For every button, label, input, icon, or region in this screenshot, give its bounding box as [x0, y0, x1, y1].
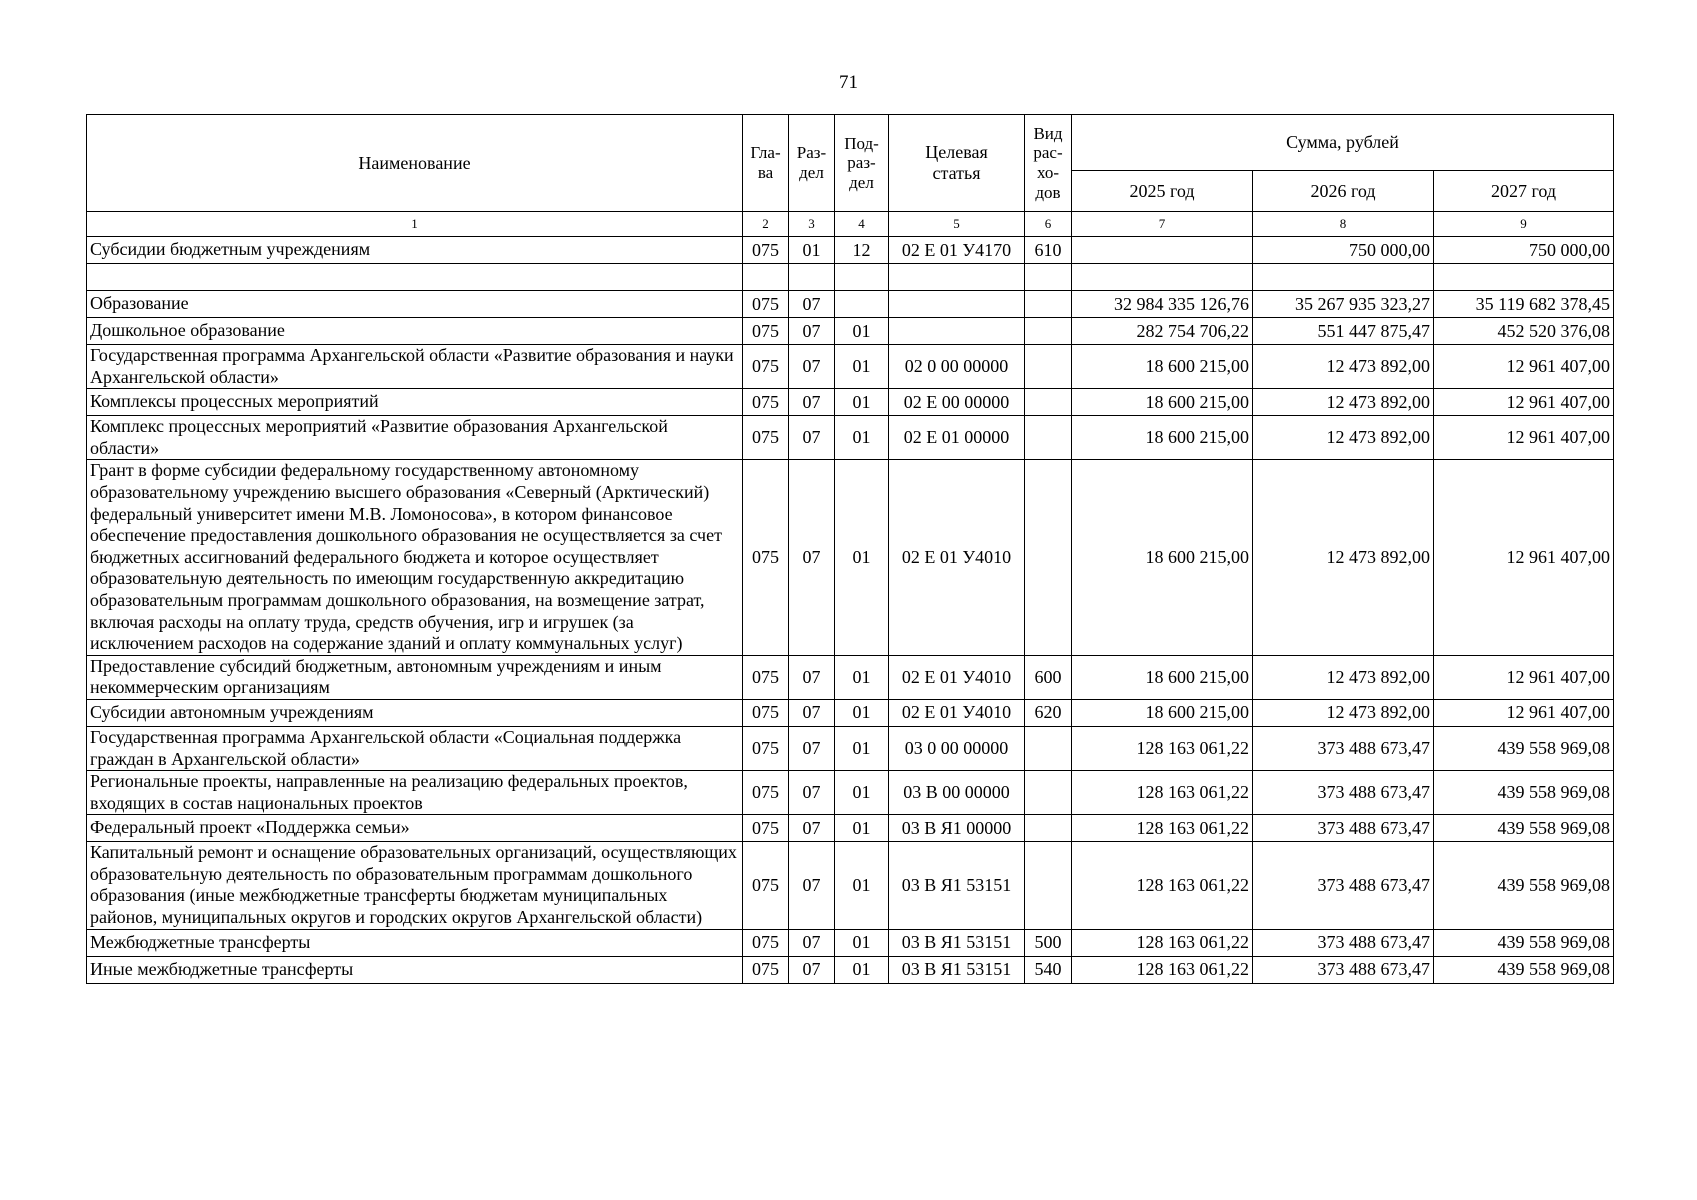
table-row	[87, 460, 1614, 655]
row-sum-2026: 12 473 892,00	[1253, 345, 1434, 389]
row-name: Дошкольное образование	[87, 318, 743, 345]
row-sum-2026: 12 473 892,00	[1253, 699, 1434, 726]
row-section: 07	[789, 842, 835, 929]
row-section: 07	[789, 956, 835, 983]
row-chapter: 075	[743, 655, 789, 699]
row-subsection: 01	[835, 389, 889, 416]
row-section: 07	[789, 726, 835, 770]
row-name: Государственная программа Архангельской области «Развитие образования и науки Архангельской области»	[87, 345, 743, 389]
row-sum-2025: 128 163 061,22	[1072, 726, 1253, 770]
row-sum-2026: 35 267 935 323,27	[1253, 291, 1434, 318]
row-chapter: 075	[743, 345, 789, 389]
table-row	[87, 389, 1614, 416]
row-subsection: 01	[835, 956, 889, 983]
row-chapter	[743, 264, 789, 291]
column-index: 3	[789, 212, 835, 237]
table-row	[87, 815, 1614, 842]
table-row	[87, 291, 1614, 318]
row-sum-2026: 12 473 892,00	[1253, 389, 1434, 416]
table-row	[87, 929, 1614, 956]
row-target: 03 В Я1 53151	[889, 929, 1025, 956]
column-index: 5	[889, 212, 1025, 237]
row-sum-2025	[1072, 237, 1253, 264]
row-section: 07	[789, 460, 835, 655]
row-chapter: 075	[743, 929, 789, 956]
row-chapter: 075	[743, 318, 789, 345]
row-target: 02 Е 01 У4170	[889, 237, 1025, 264]
row-sum-2026: 12 473 892,00	[1253, 416, 1434, 460]
page-number: 71	[839, 72, 858, 93]
table-row	[87, 318, 1614, 345]
row-subsection: 01	[835, 318, 889, 345]
row-subsection	[835, 264, 889, 291]
column-index: 1	[87, 212, 743, 237]
row-chapter: 075	[743, 237, 789, 264]
row-section: 07	[789, 771, 835, 815]
row-target: 02 0 00 00000	[889, 345, 1025, 389]
row-name: Федеральный проект «Поддержка семьи»	[87, 815, 743, 842]
row-name	[87, 264, 743, 291]
row-subsection: 01	[835, 345, 889, 389]
row-name: Иные межбюджетные трансферты	[87, 956, 743, 983]
row-sum-2026: 373 488 673,47	[1253, 726, 1434, 770]
row-section: 07	[789, 416, 835, 460]
row-expense-type	[1025, 264, 1072, 291]
row-section: 07	[789, 318, 835, 345]
row-target: 03 0 00 00000	[889, 726, 1025, 770]
table-row	[87, 771, 1614, 815]
row-section: 07	[789, 291, 835, 318]
row-subsection	[835, 291, 889, 318]
budget-table	[86, 114, 1614, 984]
row-sum-2026: 373 488 673,47	[1253, 956, 1434, 983]
row-sum-2026: 373 488 673,47	[1253, 929, 1434, 956]
header-name: Наименование	[87, 115, 743, 212]
row-target: 02 Е 01 00000	[889, 416, 1025, 460]
column-index: 6	[1025, 212, 1072, 237]
row-sum-2025: 128 163 061,22	[1072, 929, 1253, 956]
row-chapter: 075	[743, 389, 789, 416]
row-expense-type: 610	[1025, 237, 1072, 264]
row-sum-2027: 439 558 969,08	[1434, 929, 1614, 956]
row-sum-2027	[1434, 264, 1614, 291]
row-sum-2027: 439 558 969,08	[1434, 726, 1614, 770]
row-name: Грант в форме субсидии федеральному государственному автономному образовательному учреждению высшего образования «Северный (Арктический) федеральный университет имени М.В. Ломоносова», в котором финансовое обеспечение предоставления дошкольного образования не осуществляется за счет бюджетных ассигнований федерального бюджета и которое осуществляет образовательную деятельность по имеющим государственную аккредитацию образовательным программам дошкольного образования, на возмещение затрат, включая расходы на оплату труда, средств обучения, игр и игрушек (за исключением расходов на содержание зданий и оплату коммунальных услуг)	[87, 460, 743, 655]
row-name: Субсидии бюджетным учреждениям	[87, 237, 743, 264]
header-chapter: Гла- ва	[743, 115, 789, 212]
row-sum-2025: 18 600 215,00	[1072, 389, 1253, 416]
row-target	[889, 264, 1025, 291]
row-target: 02 Е 01 У4010	[889, 460, 1025, 655]
row-sum-2027: 12 961 407,00	[1434, 416, 1614, 460]
row-chapter: 075	[743, 726, 789, 770]
row-chapter: 075	[743, 771, 789, 815]
row-sum-2027: 35 119 682 378,45	[1434, 291, 1614, 318]
header-year-2025: 2025 год	[1072, 171, 1253, 212]
row-subsection: 01	[835, 771, 889, 815]
row-sum-2025: 32 984 335 126,76	[1072, 291, 1253, 318]
row-section: 07	[789, 929, 835, 956]
row-chapter: 075	[743, 956, 789, 983]
row-sum-2025: 18 600 215,00	[1072, 655, 1253, 699]
row-chapter: 075	[743, 416, 789, 460]
table-row-empty	[87, 264, 1614, 291]
row-subsection: 01	[835, 842, 889, 929]
row-sum-2025: 128 163 061,22	[1072, 815, 1253, 842]
row-chapter: 075	[743, 291, 789, 318]
row-name: Образование	[87, 291, 743, 318]
row-expense-type	[1025, 345, 1072, 389]
row-expense-type	[1025, 842, 1072, 929]
row-sum-2027: 439 558 969,08	[1434, 815, 1614, 842]
row-name: Предоставление субсидий бюджетным, автономным учреждениям и иным некоммерческим организациям	[87, 655, 743, 699]
row-expense-type	[1025, 726, 1072, 770]
row-section: 07	[789, 655, 835, 699]
row-name: Региональные проекты, направленные на реализацию федеральных проектов, входящих в состав национальных проектов	[87, 771, 743, 815]
row-target	[889, 318, 1025, 345]
row-sum-2025: 128 163 061,22	[1072, 956, 1253, 983]
row-target: 03 В Я1 53151	[889, 842, 1025, 929]
header-sum: Сумма, рублей	[1072, 115, 1614, 171]
row-sum-2025: 18 600 215,00	[1072, 416, 1253, 460]
header-year-2026: 2026 год	[1253, 171, 1434, 212]
row-expense-type: 500	[1025, 929, 1072, 956]
column-index-row	[87, 212, 1614, 237]
row-expense-type	[1025, 771, 1072, 815]
row-target: 02 Е 01 У4010	[889, 699, 1025, 726]
table-row	[87, 842, 1614, 929]
row-target: 03 В 00 00000	[889, 771, 1025, 815]
header-expense-type: Вид рас- хо- дов	[1025, 115, 1072, 212]
header-year-2027: 2027 год	[1434, 171, 1614, 212]
header-subsection: Под- раз- дел	[835, 115, 889, 212]
row-expense-type	[1025, 318, 1072, 345]
row-sum-2026: 373 488 673,47	[1253, 771, 1434, 815]
table-row	[87, 699, 1614, 726]
row-sum-2027: 439 558 969,08	[1434, 771, 1614, 815]
row-target: 03 В Я1 00000	[889, 815, 1025, 842]
row-chapter: 075	[743, 699, 789, 726]
row-target	[889, 291, 1025, 318]
header-section: Раз- дел	[789, 115, 835, 212]
row-section: 07	[789, 815, 835, 842]
row-name: Субсидии автономным учреждениям	[87, 699, 743, 726]
row-expense-type	[1025, 815, 1072, 842]
column-index: 9	[1434, 212, 1614, 237]
column-index: 7	[1072, 212, 1253, 237]
row-sum-2026: 12 473 892,00	[1253, 460, 1434, 655]
table-row	[87, 726, 1614, 770]
row-sum-2027: 439 558 969,08	[1434, 956, 1614, 983]
row-sum-2025: 128 163 061,22	[1072, 771, 1253, 815]
row-chapter: 075	[743, 460, 789, 655]
table-row	[87, 655, 1614, 699]
row-name: Комплексы процессных мероприятий	[87, 389, 743, 416]
row-sum-2025: 18 600 215,00	[1072, 345, 1253, 389]
row-sum-2026: 373 488 673,47	[1253, 842, 1434, 929]
row-sum-2025: 18 600 215,00	[1072, 699, 1253, 726]
row-sum-2027: 12 961 407,00	[1434, 389, 1614, 416]
row-sum-2027: 12 961 407,00	[1434, 699, 1614, 726]
row-target: 02 Е 01 У4010	[889, 655, 1025, 699]
row-sum-2027: 12 961 407,00	[1434, 345, 1614, 389]
row-sum-2025: 128 163 061,22	[1072, 842, 1253, 929]
table-row	[87, 237, 1614, 264]
column-index: 2	[743, 212, 789, 237]
row-sum-2026: 750 000,00	[1253, 237, 1434, 264]
row-section: 07	[789, 389, 835, 416]
row-sum-2025	[1072, 264, 1253, 291]
row-subsection: 01	[835, 929, 889, 956]
row-name: Капитальный ремонт и оснащение образовательных организаций, осуществляющих образовательную деятельность по образовательным программам дошкольного образования (иные межбюджетные трансферты бюджетам муниципальных районов, муниципальных округов и городских округов Архангельской области)	[87, 842, 743, 929]
column-index: 4	[835, 212, 889, 237]
table-row	[87, 956, 1614, 983]
row-sum-2027: 439 558 969,08	[1434, 842, 1614, 929]
row-section: 01	[789, 237, 835, 264]
row-chapter: 075	[743, 815, 789, 842]
row-target: 02 Е 00 00000	[889, 389, 1025, 416]
row-expense-type	[1025, 460, 1072, 655]
row-sum-2026: 12 473 892,00	[1253, 655, 1434, 699]
row-sum-2027: 750 000,00	[1434, 237, 1614, 264]
table-row	[87, 345, 1614, 389]
row-sum-2027: 12 961 407,00	[1434, 460, 1614, 655]
row-sum-2027: 12 961 407,00	[1434, 655, 1614, 699]
row-expense-type: 600	[1025, 655, 1072, 699]
row-subsection: 01	[835, 815, 889, 842]
row-subsection: 01	[835, 699, 889, 726]
row-subsection: 01	[835, 460, 889, 655]
row-subsection: 01	[835, 726, 889, 770]
row-expense-type	[1025, 389, 1072, 416]
row-target: 03 В Я1 53151	[889, 956, 1025, 983]
row-expense-type: 540	[1025, 956, 1072, 983]
table-row	[87, 416, 1614, 460]
row-expense-type: 620	[1025, 699, 1072, 726]
row-name: Комплекс процессных мероприятий «Развитие образования Архангельской области»	[87, 416, 743, 460]
row-sum-2025: 18 600 215,00	[1072, 460, 1253, 655]
header-target: Целевая статья	[889, 115, 1025, 212]
row-chapter: 075	[743, 842, 789, 929]
row-expense-type	[1025, 291, 1072, 318]
row-name: Государственная программа Архангельской области «Социальная поддержка граждан в Архангельской области»	[87, 726, 743, 770]
row-sum-2026	[1253, 264, 1434, 291]
row-section	[789, 264, 835, 291]
row-expense-type	[1025, 416, 1072, 460]
row-section: 07	[789, 699, 835, 726]
row-section: 07	[789, 345, 835, 389]
row-sum-2027: 452 520 376,08	[1434, 318, 1614, 345]
column-index: 8	[1253, 212, 1434, 237]
row-sum-2026: 551 447 875,47	[1253, 318, 1434, 345]
row-name: Межбюджетные трансферты	[87, 929, 743, 956]
row-sum-2026: 373 488 673,47	[1253, 815, 1434, 842]
row-subsection: 12	[835, 237, 889, 264]
row-subsection: 01	[835, 655, 889, 699]
row-sum-2025: 282 754 706,22	[1072, 318, 1253, 345]
row-subsection: 01	[835, 416, 889, 460]
